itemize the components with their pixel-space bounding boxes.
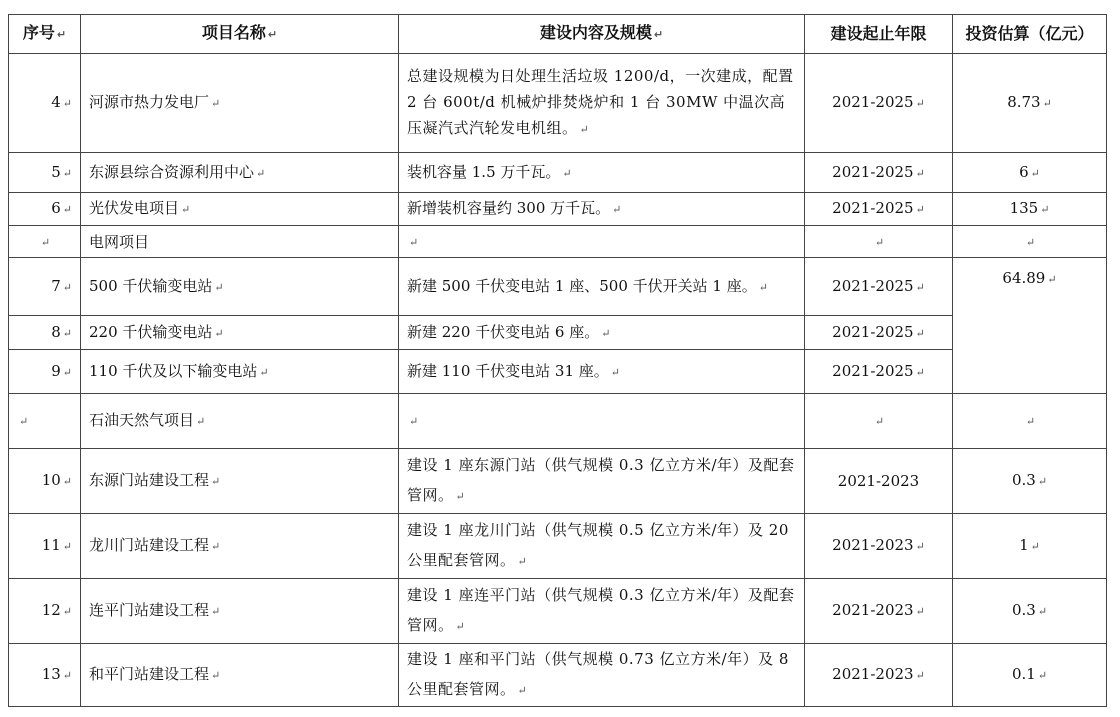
- row-invest: 8.73 ↵: [953, 54, 1107, 153]
- table-row: [9, 153, 1107, 193]
- row-invest: ↵: [953, 394, 1107, 449]
- header-no: 序号 ↵: [9, 15, 81, 54]
- row-period: 2021-2023: [805, 449, 953, 514]
- row-period: 2021-2023 ↵: [805, 579, 953, 644]
- row-content: ↵: [399, 394, 805, 449]
- row-invest-merged: 64.89 ↵: [953, 258, 1107, 394]
- row-no: 11 ↵: [9, 514, 81, 579]
- row-content: 建设 1 座龙川门站（供气规模 0.5 亿立方米/年）及 20 公里配套管网。 ↵: [399, 514, 805, 579]
- row-name: 东源县综合资源利用中心 ↵: [81, 153, 399, 193]
- table-row: [9, 258, 1107, 316]
- table-header-row: [9, 15, 1107, 54]
- table-row: [9, 644, 1107, 707]
- row-name: 和平门站建设工程 ↵: [81, 644, 399, 707]
- table-row: [9, 54, 1107, 153]
- row-no: 8 ↵: [9, 316, 81, 350]
- project-table: [8, 14, 1107, 707]
- row-period: 2021-2025 ↵: [805, 54, 953, 153]
- header-invest: 投资估算（亿元）: [953, 15, 1107, 54]
- row-name: 220 千伏输变电站 ↵: [81, 316, 399, 350]
- header-period: 建设起止年限: [805, 15, 953, 54]
- row-no: 10 ↵: [9, 449, 81, 514]
- row-invest: 0.3 ↵: [953, 449, 1107, 514]
- row-name: 500 千伏输变电站 ↵: [81, 258, 399, 316]
- row-invest: 135 ↵: [953, 193, 1107, 226]
- section-title: 石油天然气项目 ↵: [81, 394, 399, 449]
- row-no: 13 ↵: [9, 644, 81, 707]
- row-no: 5 ↵: [9, 153, 81, 193]
- row-content: 总建设规模为日处理生活垃圾 1200/d，一次建成，配置 2 台 600t/d 机械炉排焚烧炉和 1 台 30MW 中温次高压凝汽式汽轮发电机组。 ↵: [399, 54, 805, 153]
- row-invest: 0.1 ↵: [953, 644, 1107, 707]
- row-period: 2021-2025 ↵: [805, 316, 953, 350]
- table-row: [9, 316, 1107, 350]
- row-period: 2021-2025 ↵: [805, 193, 953, 226]
- row-name: 东源门站建设工程 ↵: [81, 449, 399, 514]
- row-invest: 0.3 ↵: [953, 579, 1107, 644]
- row-content: 建设 1 座连平门站（供气规模 0.3 亿立方米/年）及配套管网。 ↵: [399, 579, 805, 644]
- row-name: 110 千伏及以下输变电站 ↵: [81, 350, 399, 394]
- row-no: 4 ↵: [9, 54, 81, 153]
- section-title: 电网项目: [81, 226, 399, 258]
- row-name: 龙川门站建设工程 ↵: [81, 514, 399, 579]
- row-invest: 6 ↵: [953, 153, 1107, 193]
- row-name: 光伏发电项目 ↵: [81, 193, 399, 226]
- row-content: 新增装机容量约 300 万千瓦。 ↵: [399, 193, 805, 226]
- row-no: ↵: [9, 226, 81, 258]
- row-content: 建设 1 座东源门站（供气规模 0.3 亿立方米/年）及配套管网。 ↵: [399, 449, 805, 514]
- header-name: 项目名称 ↵: [81, 15, 399, 54]
- row-no: ↵: [9, 394, 81, 449]
- row-name: 河源市热力发电厂 ↵: [81, 54, 399, 153]
- row-content: 建设 1 座和平门站（供气规模 0.73 亿立方米/年）及 8 公里配套管网。 ↵: [399, 644, 805, 707]
- table-row: [9, 514, 1107, 579]
- row-no: 7 ↵: [9, 258, 81, 316]
- row-period: 2021-2025 ↵: [805, 258, 953, 316]
- row-content: 装机容量 1.5 万千瓦。 ↵: [399, 153, 805, 193]
- table-row: [9, 350, 1107, 394]
- table-row: [9, 449, 1107, 514]
- row-period: 2021-2023 ↵: [805, 514, 953, 579]
- row-period: ↵: [805, 226, 953, 258]
- row-no: 9 ↵: [9, 350, 81, 394]
- row-period: 2021-2025 ↵: [805, 153, 953, 193]
- row-period: 2021-2025 ↵: [805, 350, 953, 394]
- section-row: [9, 394, 1107, 449]
- row-period: ↵: [805, 394, 953, 449]
- header-content: 建设内容及规模 ↵: [399, 15, 805, 54]
- row-name: 连平门站建设工程 ↵: [81, 579, 399, 644]
- row-content: 新建 500 千伏变电站 1 座、500 千伏开关站 1 座。 ↵: [399, 258, 805, 316]
- row-invest: 1 ↵: [953, 514, 1107, 579]
- row-content: ↵: [399, 226, 805, 258]
- row-period: 2021-2023 ↵: [805, 644, 953, 707]
- row-no: 6 ↵: [9, 193, 81, 226]
- row-no: 12 ↵: [9, 579, 81, 644]
- table-row: [9, 579, 1107, 644]
- row-content: 新建 220 千伏变电站 6 座。 ↵: [399, 316, 805, 350]
- section-row: [9, 226, 1107, 258]
- row-invest: ↵: [953, 226, 1107, 258]
- row-content: 新建 110 千伏变电站 31 座。 ↵: [399, 350, 805, 394]
- table-row: [9, 193, 1107, 226]
